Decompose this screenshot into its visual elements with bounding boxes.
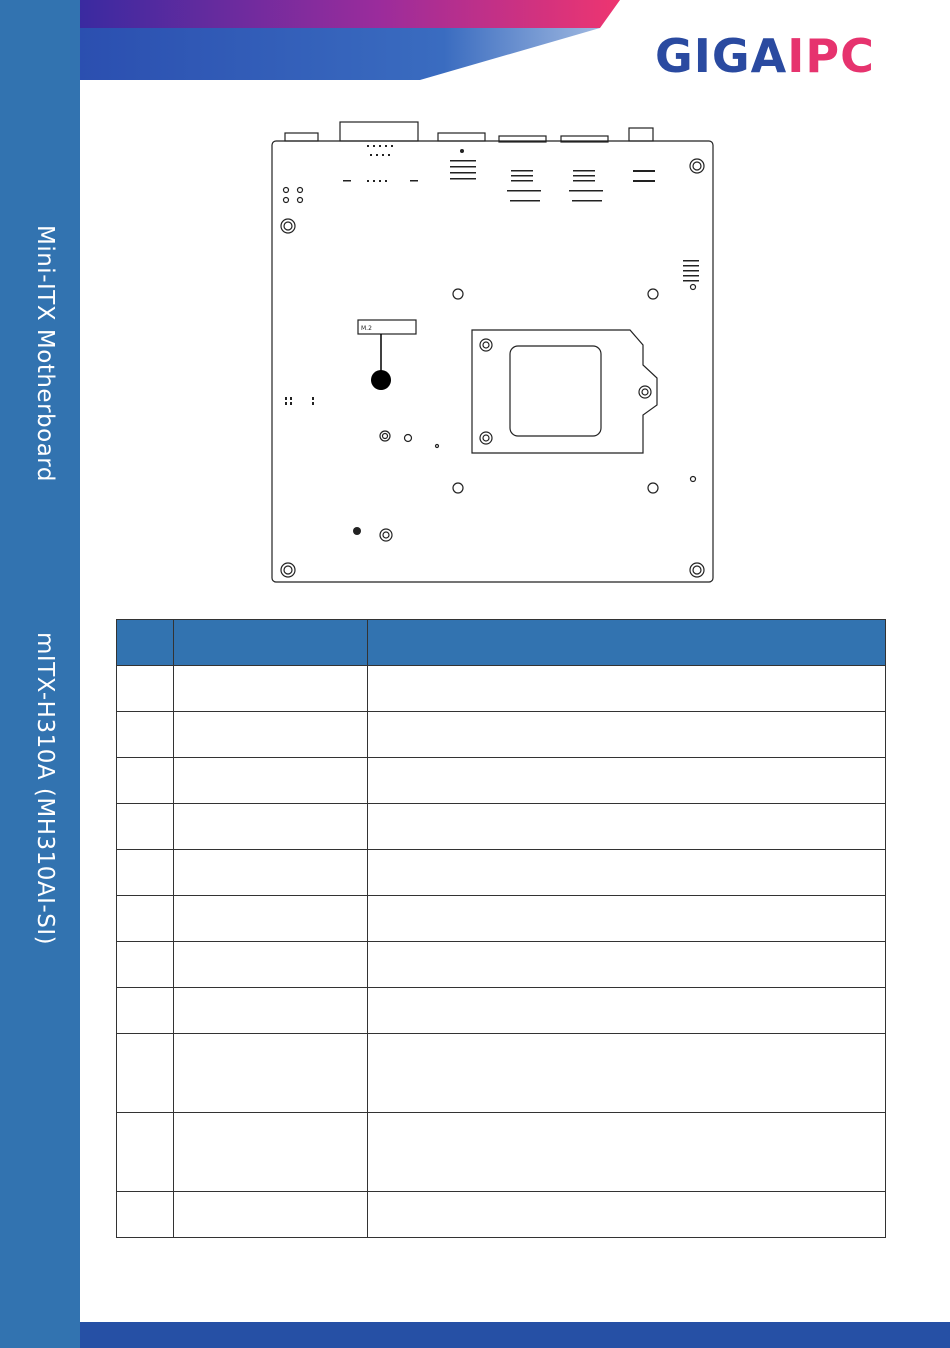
table-cell (368, 1034, 886, 1113)
table-row (117, 1192, 886, 1238)
table-cell (368, 1192, 886, 1238)
table-cell (174, 666, 368, 712)
header-cell (117, 620, 174, 666)
table-cell (174, 896, 368, 942)
table-row (117, 850, 886, 896)
table-cell (174, 850, 368, 896)
sidebar-title: Mini-ITX Motherboard (32, 225, 58, 482)
table-row (117, 666, 886, 712)
table-row (117, 1034, 886, 1113)
table-cell (117, 942, 174, 988)
table-cell (174, 712, 368, 758)
table-cell (368, 712, 886, 758)
table-cell (117, 758, 174, 804)
table-cell (117, 1113, 174, 1192)
table-cell (368, 666, 886, 712)
table-row (117, 942, 886, 988)
table-cell (117, 804, 174, 850)
table-cell (174, 988, 368, 1034)
table-cell (174, 1034, 368, 1113)
table-cell (368, 942, 886, 988)
table-cell (117, 1192, 174, 1238)
table-cell (117, 896, 174, 942)
header-banner (80, 0, 640, 80)
table-cell (368, 988, 886, 1034)
table-cell (174, 804, 368, 850)
table-row (117, 712, 886, 758)
table-row (117, 758, 886, 804)
table-cell (174, 1192, 368, 1238)
table-header-row (117, 620, 886, 666)
table-cell (368, 1113, 886, 1192)
table-cell (368, 758, 886, 804)
sidebar (0, 0, 80, 1348)
table-cell (174, 1113, 368, 1192)
header-cell (174, 620, 368, 666)
table-cell (368, 896, 886, 942)
table-cell (117, 666, 174, 712)
sidebar-model: mITX-H310A (MH310AI-SI) (32, 632, 58, 946)
spec-table (116, 619, 886, 1238)
table-row (117, 804, 886, 850)
table-cell (174, 758, 368, 804)
table-cell (117, 850, 174, 896)
m2-slot-label: M.2 (361, 325, 372, 332)
table-cell (368, 804, 886, 850)
table-cell (117, 988, 174, 1034)
logo-ipc: IPC (787, 29, 875, 83)
table-row (117, 1113, 886, 1192)
table-cell (368, 850, 886, 896)
gigaipc-logo (655, 29, 875, 83)
table-cell (117, 712, 174, 758)
table-cell (174, 942, 368, 988)
footer-bar (80, 1322, 950, 1348)
table-row (117, 988, 886, 1034)
table-row (117, 896, 886, 942)
table-cell (117, 1034, 174, 1113)
header-cell (368, 620, 886, 666)
logo-giga: GIGA (655, 29, 788, 83)
motherboard-diagram (265, 120, 725, 590)
